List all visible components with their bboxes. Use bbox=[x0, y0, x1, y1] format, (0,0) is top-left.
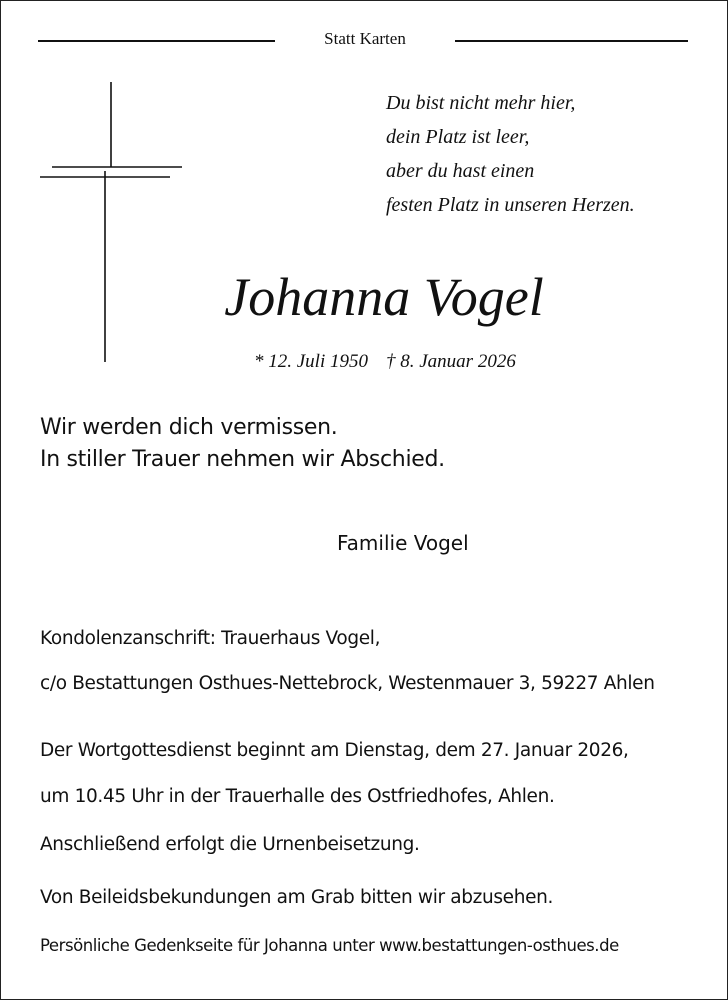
service-info-line: um 10.45 Uhr in der Trauerhalle des Ostfriedhofes, Ahlen. bbox=[40, 786, 555, 807]
life-dates bbox=[254, 350, 516, 374]
birth-date: * 12. Juli 1950 bbox=[254, 351, 368, 372]
death-date: † 8. Januar 2026 bbox=[386, 351, 516, 372]
deceased-name: Johanna Vogel bbox=[224, 267, 544, 327]
poem bbox=[386, 86, 635, 222]
poem-line: aber du hast einen bbox=[386, 160, 535, 182]
condolence-address-line: c/o Bestattungen Osthues-Nettebrock, Westenmauer 3, 59227 Ahlen bbox=[40, 673, 655, 694]
service-info-line: Anschließend erfolgt die Urnenbeisetzung. bbox=[40, 834, 420, 855]
poem-line: dein Platz ist leer, bbox=[386, 126, 530, 148]
service-info-line: Von Beileidsbekundungen am Grab bitten wir abzusehen. bbox=[40, 887, 554, 908]
header-rule-right bbox=[455, 40, 688, 42]
farewell-text bbox=[40, 412, 445, 476]
poem-line: festen Platz in unseren Herzen. bbox=[386, 194, 635, 216]
farewell-line: In stiller Trauer nehmen wir Abschied. bbox=[40, 447, 445, 472]
condolence-address-line: Kondolenzanschrift: Trauerhaus Vogel, bbox=[40, 628, 381, 649]
header-rule-left bbox=[38, 40, 275, 42]
poem-line: Du bist nicht mehr hier, bbox=[386, 92, 576, 114]
header-title: Statt Karten bbox=[324, 29, 406, 48]
memorial-page-line: Persönliche Gedenkseite für Johanna unter www.bestattungen-osthues.de bbox=[40, 936, 619, 955]
farewell-line: Wir werden dich vermissen. bbox=[40, 415, 338, 440]
family-signature: Familie Vogel bbox=[337, 531, 469, 555]
service-info-line: Der Wortgottesdienst beginnt am Dienstag, dem 27. Januar 2026, bbox=[40, 740, 629, 761]
